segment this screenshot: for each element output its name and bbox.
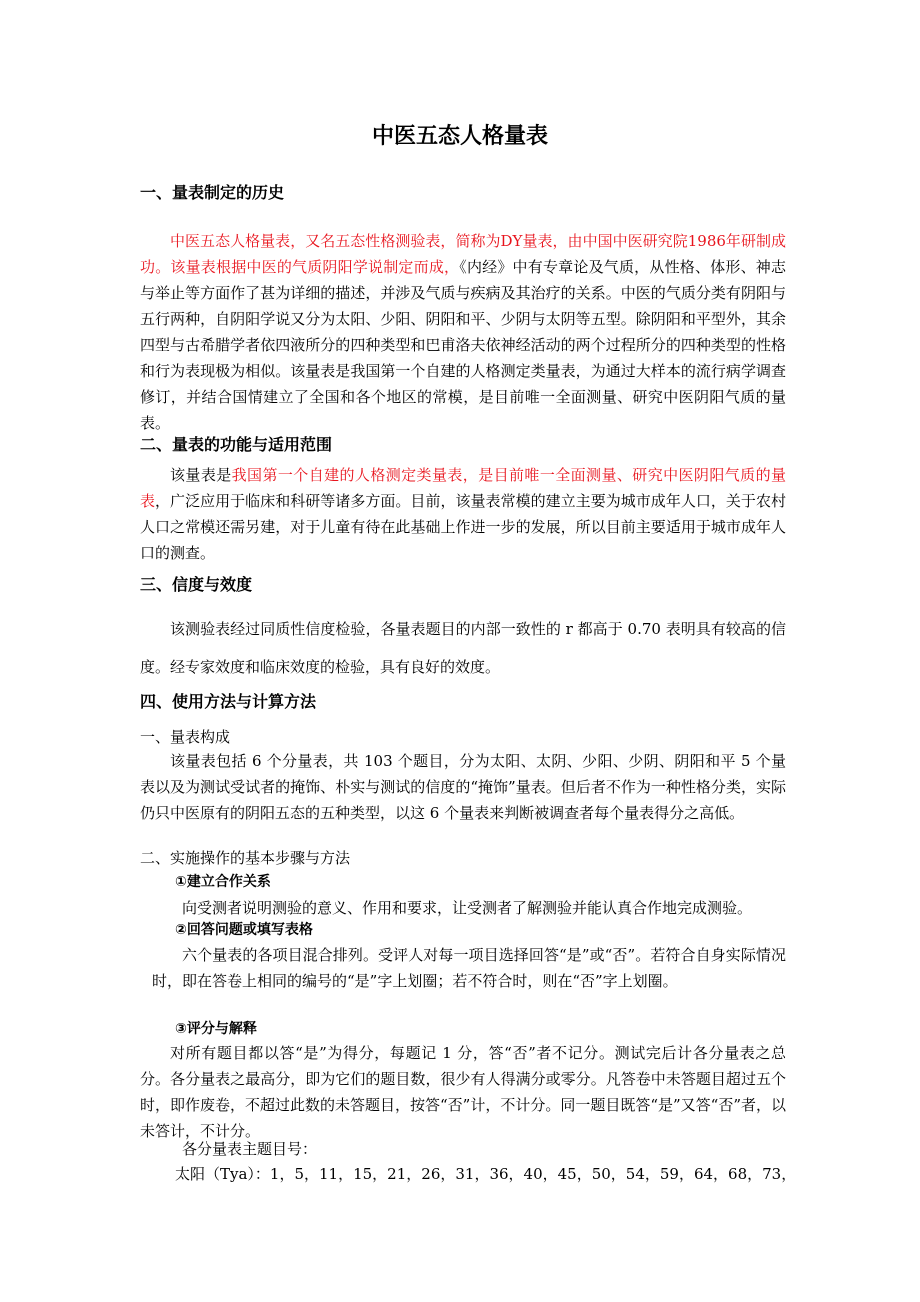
section-2-paragraph: [140, 462, 786, 566]
section-1-heading: 一、量表制定的历史: [140, 183, 285, 202]
step-3-heading: ③评分与解释: [175, 1021, 257, 1037]
subsection-composition: 一、量表构成: [140, 728, 231, 746]
section-1-highlight: 中医五态人格量表，又名五态性格测验表，简称为DY量表，由中国中医研究院1986年研制成功。该量表根据中医的气质阴阳学说制定而成，: [140, 232, 786, 276]
section-2-heading: 二、量表的功能与适用范围: [140, 435, 333, 454]
section-1-paragraph: [140, 228, 786, 436]
section-3-paragraph: 该测验表经过同质性信度检验，各量表题目的内部一致性的 r 都高于 0.70 表明具有较高的信度。经专家效度和临床效度的检验，具有良好的效度。: [140, 620, 786, 676]
page-title: 中医五态人格量表: [371, 124, 548, 149]
step-1-text: 向受测者说明测验的意义、作用和要求，让受测者了解测验并能认真合作地完成测验。: [182, 899, 753, 917]
subsection-procedure: 二、实施操作的基本步骤与方法: [140, 849, 351, 867]
composition-paragraph: 该量表包括 6 个分量表，共 103 个题目，分为太阳、太阴、少阳、少阴、阴阳和平 5 个量表以及为测试受试者的掩饰、朴实与测试的信度的“掩饰”量表。但后者不作为一种性格分类，实际仍只中医原有的阴阳五态的五种类型，以这 6 个量表来判断被调查者每个量表得分之高低。: [140, 752, 786, 822]
step-3-text: 对所有题目都以答“是”为得分，每题记 1 分，答“否”者不记分。测试完后计各分量表之总分。各分量表之最高分，即为它们的题目数，很少有人得满分或零分。凡答卷中未答题目超过五个时，即作废卷，不超过此数的未答题目，按答“否”计，不计分。同一题目既答“是”又答“否”者，以未答计，不计分。: [140, 1044, 787, 1140]
section-2-lead: 该量表是: [170, 466, 232, 484]
section-2-highlight: 我国第一个自建的人格测定类量表，是目前唯一全面测量、研究中医阴阳气质的量表: [140, 466, 786, 510]
subscale-items-label: 各分量表主题目号：: [182, 1140, 318, 1158]
section-3-heading: 三、信度与效度: [140, 575, 253, 594]
section-4-heading: 四、使用方法与计算方法: [140, 692, 317, 711]
step-1-heading: ①建立合作关系: [175, 874, 271, 890]
step-2-heading: ②回答问题或填写表格: [175, 922, 313, 938]
section-1-text: 《内经》中有专章论及气质，从性格、体形、神志与举止等方面作了甚为详细的描述，并涉及气质与疾病及其治疗的关系。中医的气质分类有阴阳与五行两种，自阴阳学说又分为太阳、少阳、阴阳和平、少阴与太阴等五型。除阴阳和平型外，其余四型与古希腊学者依四液所分的四种类型和巴甫洛夫依神经活动的两个过程所分的四种类型的性格和行为表现极为相似。该量表是我国第一个自建的人格测定类量表，为通过大样本的流行病学调查修订，并结合国情建立了全国和各个地区的常模，是目前唯一全面测量、研究中医阴阳气质的量表。: [140, 258, 786, 432]
taiyang-items: 太阳（Tya）：1，5，11，15，21，26，31，36，40，45，50，54，59，64，68，73，: [175, 1165, 797, 1183]
step-2-text: 六个量表的各项目混合排列。受评人对每一项目选择回答“是”或“否”。若符合自身实际情况时，即在答卷上相同的编号的“是”字上划圈；若不符合时，则在“否”字上划圈。: [152, 946, 786, 990]
section-2-text: ，广泛应用于临床和科研等诸多方面。目前，该量表常模的建立主要为城市成年人口，关于农村人口之常模还需另建，对于儿童有待在此基础上作进一步的发展，所以目前主要适用于城市成年人口的测查。: [140, 492, 786, 562]
